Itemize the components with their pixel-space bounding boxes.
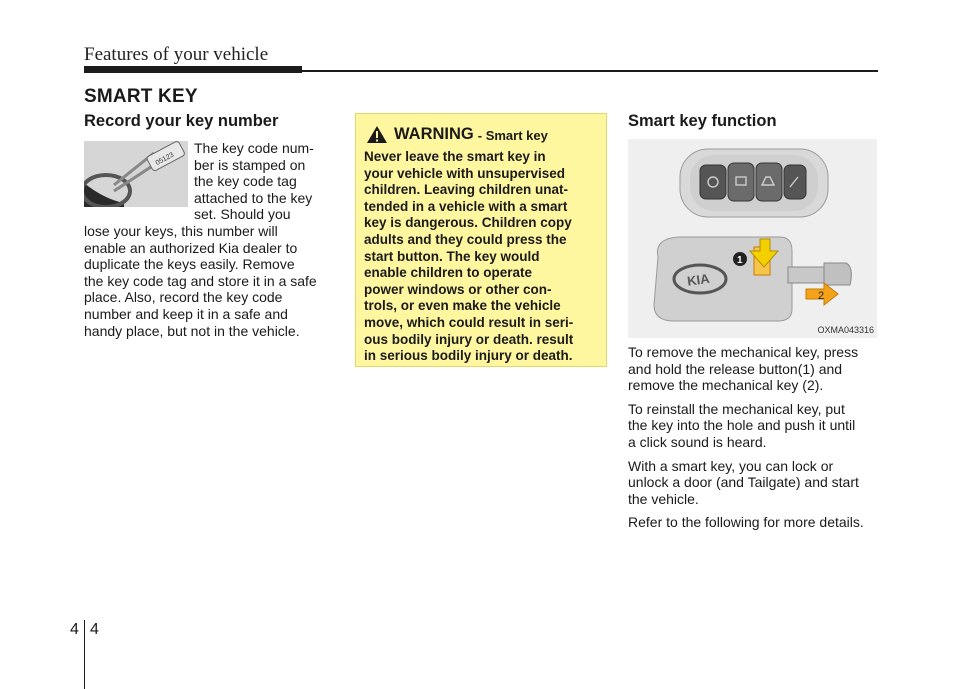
text-line: unlock a door (and Tailgate) and start (628, 474, 859, 491)
key-tag-code: 05123 (154, 151, 176, 167)
warning-line: enable children to operate (364, 265, 533, 281)
text-line: lose your keys, this number will (84, 222, 278, 239)
svg-text:KIA: KIA (686, 270, 711, 289)
warning-line: adults and they could press the (364, 231, 567, 247)
record-key-text-wrapped (194, 140, 335, 223)
text-line: ber is stamped on (194, 156, 306, 173)
text-line: place. Also, record the key code (84, 289, 283, 306)
smart-key-function-text (628, 344, 877, 538)
text-line: the vehicle. (628, 490, 699, 507)
smart-key-function-heading: Smart key function (628, 112, 777, 130)
record-key-text (84, 140, 335, 339)
text-line: and hold the release button(1) and (628, 360, 843, 377)
callout-1: 1 (737, 255, 743, 266)
warning-line: in serious bodily injury or death. (364, 348, 573, 364)
warning-line: ous bodily injury or death. result (364, 331, 574, 347)
warning-header (366, 125, 548, 144)
text-line: The key code num- (194, 140, 314, 156)
warning-line: key is dangerous. Children copy (364, 215, 572, 231)
warning-subtitle: - Smart key (477, 128, 548, 143)
warning-line: power windows or other con- (364, 281, 552, 297)
footer-rule (84, 620, 85, 689)
text-line: the key code tag and store it in a safe (84, 272, 317, 289)
paragraph (628, 458, 877, 508)
paragraph (628, 344, 877, 394)
figure-code: OXMA043316 (817, 325, 874, 335)
warning-triangle-icon (366, 125, 388, 144)
warning-label: WARNING (394, 125, 474, 143)
warning-line: start button. The key would (364, 248, 540, 264)
text-line: To reinstall the mechanical key, put (628, 400, 845, 417)
text-line: With a smart key, you can lock or (628, 457, 834, 474)
record-key-heading: Record your key number (84, 112, 279, 130)
chapter-number: 4 (70, 621, 79, 638)
warning-line: children. Leaving children unat- (364, 182, 569, 198)
text-line: attached to the key (194, 189, 313, 206)
header-rule (84, 70, 878, 72)
warning-line: trols, or even make the vehicle (364, 298, 561, 314)
paragraph (628, 514, 877, 531)
page-number: 4 (90, 621, 99, 638)
warning-line: move, which could result in seri- (364, 314, 574, 330)
text-line: handy place, but not in the vehicle. (84, 322, 300, 339)
text-line: number and keep it in a safe and (84, 305, 288, 322)
paragraph (628, 401, 877, 451)
warning-box (355, 113, 607, 367)
text-line: enable an authorized Kia dealer to (84, 239, 298, 256)
text-line: Refer to the following for more details. (628, 514, 864, 531)
smart-key-illustration (628, 139, 877, 338)
warning-line: Never leave the smart key in (364, 149, 546, 164)
callout-2: 2 (818, 290, 825, 302)
warning-line: your vehicle with unsupervised (364, 165, 566, 181)
warning-text (364, 149, 600, 365)
text-line: the key into the hole and push it until (628, 417, 856, 434)
running-header: Features of your vehicle (84, 44, 269, 65)
text-line: duplicate the keys easily. Remove (84, 256, 295, 273)
section-title: SMART KEY (84, 86, 198, 107)
text-line: To remove the mechanical key, press (628, 344, 859, 360)
smart-key-figure (628, 139, 877, 338)
text-line: the key code tag (194, 173, 297, 190)
text-line: a click sound is heard. (628, 433, 767, 450)
text-line: remove the mechanical key (2). (628, 377, 824, 394)
text-line: set. Should you (194, 206, 291, 223)
warning-line: tended in a vehicle with a smart (364, 198, 568, 214)
